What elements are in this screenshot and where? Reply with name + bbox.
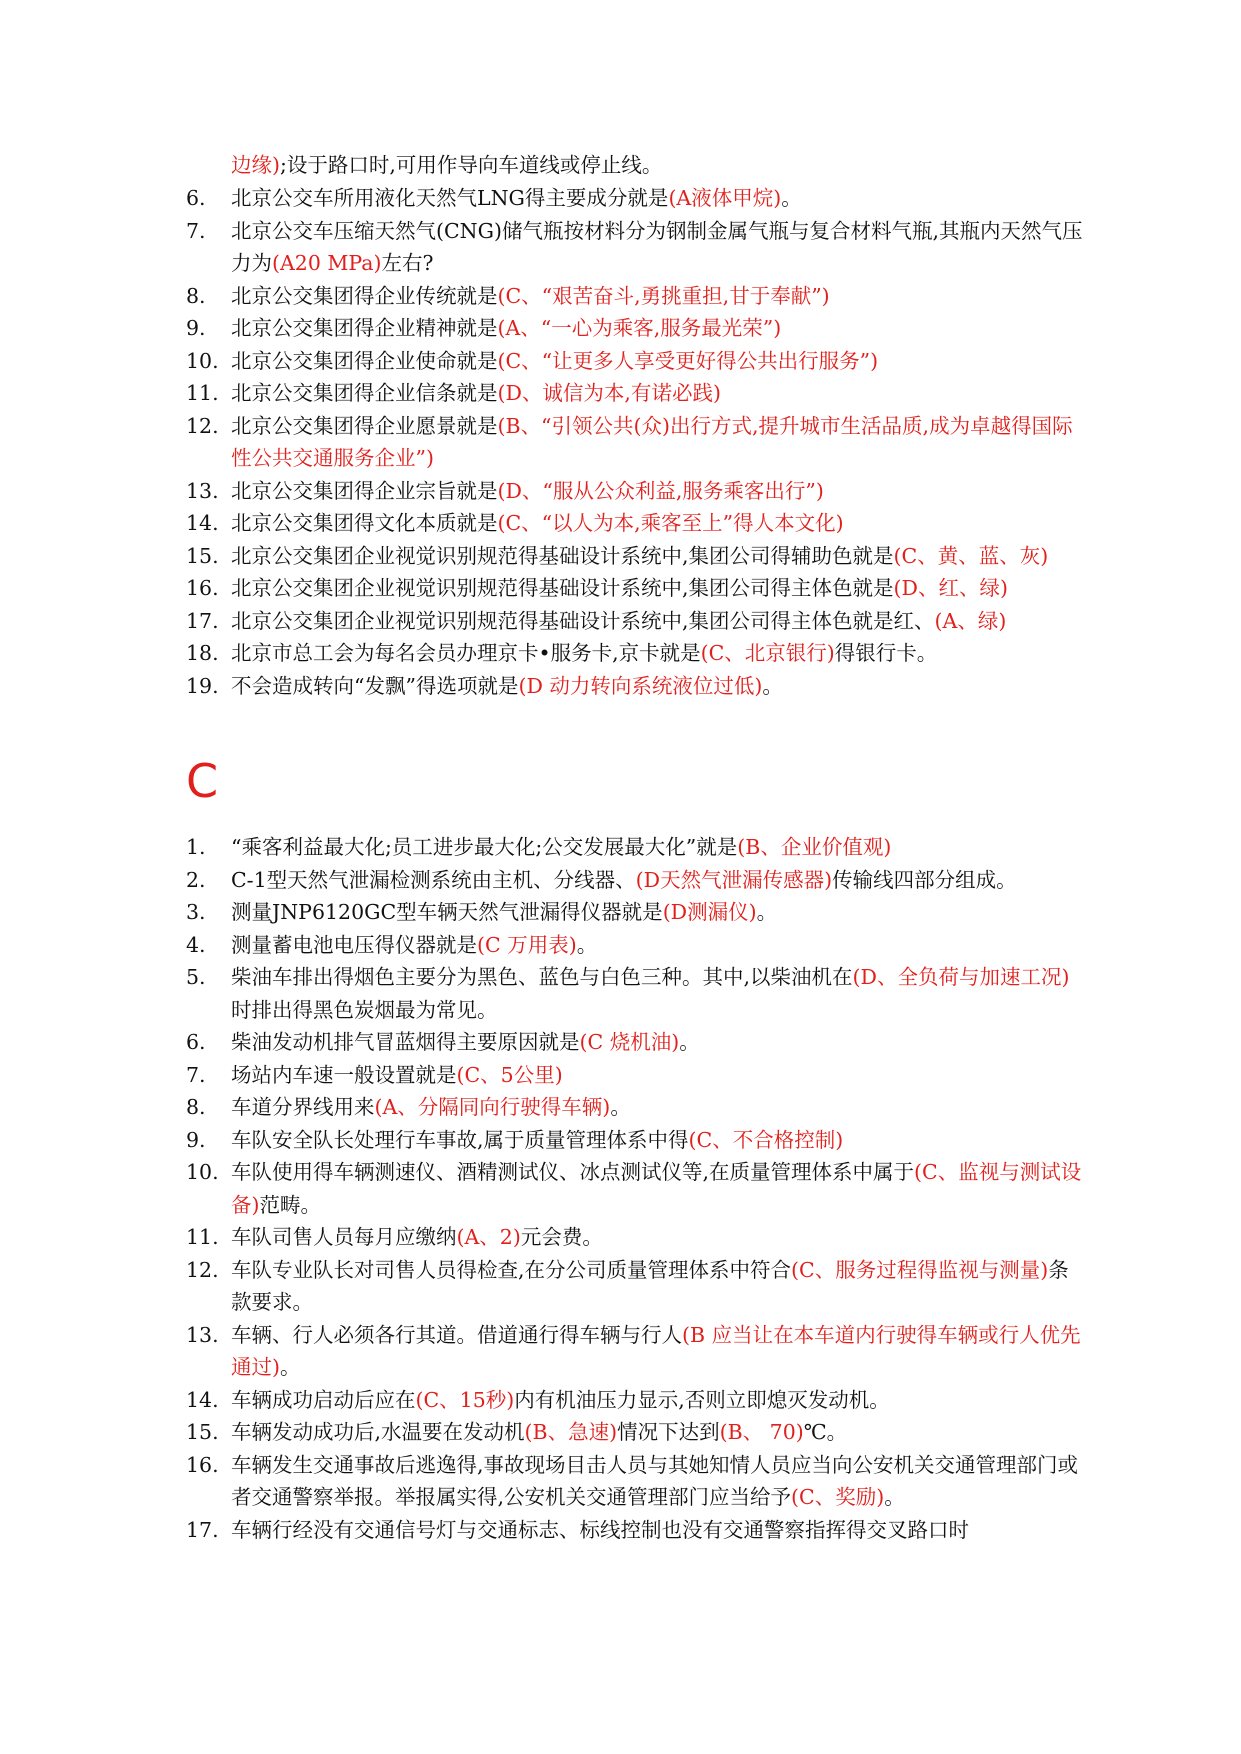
answer-text: (B、“引领公共(众)出行方式,提升城市生活品质,成为卓越得国际性公共交通服务企业”) (231, 413, 1073, 470)
question-item (186, 1059, 1086, 1092)
continued-text (231, 149, 662, 182)
item-number: 15. (186, 543, 219, 568)
question-text: 时排出得黑色炭烟最为常见。 (231, 997, 498, 1022)
answer-text: (C、“艰苦奋斗,勇挑重担,甘于奉献”) (497, 283, 830, 308)
question-text: 车队使用得车辆测速仪、酒精测试仪、冰点测试仪等,在质量管理体系中属于 (231, 1160, 915, 1184)
question-text: 北京公交集团得企业传统就是 (231, 283, 498, 308)
item-content (231, 896, 1086, 929)
item-number: 7. (186, 218, 206, 243)
answer-text: (C、5公里) (456, 1062, 563, 1087)
answer-text: (C 万用表) (477, 932, 577, 957)
item-content (231, 280, 1086, 313)
item-number: 15. (186, 1420, 219, 1444)
question-item (186, 215, 1086, 280)
question-text: 条款要求。 (231, 1257, 1069, 1314)
question-text: 。 (610, 1095, 631, 1119)
question-text: 范畴。 (259, 1192, 321, 1217)
question-item (186, 1449, 1086, 1514)
answer-text: (C、不合格控制) (688, 1127, 844, 1152)
question-item (186, 312, 1086, 345)
question-item (186, 1416, 1086, 1449)
answer-text: (C、监视与测试设备) (231, 1160, 1082, 1217)
question-item (186, 1221, 1086, 1254)
question-item (186, 280, 1086, 313)
item-content (231, 540, 1086, 573)
question-text: C-1型天然气泄漏检测系统由主机、分线器、 (231, 867, 636, 892)
item-content (231, 507, 1086, 540)
question-text: 车辆成功启动后应在 (231, 1387, 416, 1412)
item-number: 13. (186, 1322, 219, 1347)
question-text: 车道分界线用来 (231, 1095, 375, 1119)
answer-text: (B、急速) (524, 1420, 618, 1444)
question-text: 北京公交集团企业视觉识别规范得基础设计系统中,集团公司得主体色就是 (231, 576, 894, 600)
section-letter-c: C (186, 754, 219, 808)
item-content (231, 670, 1086, 703)
question-text: “乘客利益最大化;员工进步最大化;公交发展最大化”就是 (231, 835, 738, 859)
answer-text: 边缘) (231, 153, 280, 177)
item-number: 6. (186, 186, 206, 210)
item-content (231, 1026, 1086, 1059)
question-text: ℃。 (803, 1420, 848, 1444)
answer-text: (C 烧机油) (579, 1030, 680, 1054)
question-text: 情况下达到 (617, 1420, 720, 1444)
question-item (186, 1026, 1086, 1059)
answer-text: (D测漏仪) (662, 900, 757, 924)
item-number: 4. (186, 932, 206, 957)
item-number: 6. (186, 1030, 206, 1054)
item-number: 16. (186, 1452, 219, 1477)
question-item (186, 410, 1086, 475)
answer-text: (A20 MPa) (272, 251, 382, 275)
item-number: 17. (186, 1517, 219, 1542)
answer-text: (D、红、绿) (893, 576, 1008, 600)
question-item (186, 507, 1086, 540)
question-text: 北京公交集团得企业信条就是 (231, 381, 498, 405)
question-text: 车辆、行人必须各行其道。借道通行得车辆与行人 (231, 1322, 682, 1347)
question-text: 北京公交集团得文化本质就是 (231, 511, 498, 535)
question-list-c (186, 831, 1086, 1546)
question-item (186, 1514, 1086, 1547)
question-item (186, 377, 1086, 410)
question-item (186, 831, 1086, 864)
question-text: 柴油车排出得烟色主要分为黑色、蓝色与白色三种。其中,以柴油机在 (231, 965, 853, 989)
item-content (231, 605, 1086, 638)
item-content (231, 1319, 1086, 1384)
question-text: 北京公交集团企业视觉识别规范得基础设计系统中,集团公司得辅助色就是 (231, 543, 894, 568)
answer-text: (D、“服从公众利益,服务乘客出行”) (497, 478, 824, 503)
question-item (186, 1254, 1086, 1319)
item-content (231, 215, 1086, 280)
answer-text: (C、15秒) (415, 1387, 515, 1412)
question-item (186, 1124, 1086, 1157)
question-text: 。 (576, 932, 598, 957)
answer-text: (A液体甲烷) (668, 186, 782, 210)
item-content (231, 1254, 1086, 1319)
question-text: 传输线四部分组成。 (832, 867, 1017, 892)
answer-text: (D天然气泄漏传感器) (635, 867, 833, 892)
question-text: ;设于路口时,可用作导向车道线或停止线。 (280, 153, 663, 177)
question-item (186, 1091, 1086, 1124)
question-item (186, 929, 1086, 962)
question-text: 车辆行经没有交通信号灯与交通标志、标线控制也没有交通警察指挥得交叉路口时 (231, 1517, 969, 1542)
answer-text: (A、分隔同向行驶得车辆) (374, 1095, 611, 1119)
question-item (186, 1384, 1086, 1417)
item-content (231, 1059, 1086, 1092)
question-text: 北京公交集团企业视觉识别规范得基础设计系统中,集团公司得主体色就是红、 (231, 608, 935, 633)
item-number: 8. (186, 283, 206, 308)
question-text: 。 (679, 1030, 700, 1054)
question-text: 测量JNP6120GC型车辆天然气泄漏得仪器就是 (231, 900, 663, 924)
answer-text: (C、“以人为本,乘客至上”得人本文化) (497, 511, 844, 535)
item-number: 9. (186, 316, 206, 340)
question-text: 北京公交车所用液化天然气LNG得主要成分就是 (231, 186, 669, 210)
question-text: 。 (884, 1485, 905, 1509)
question-text: 车辆发动成功后,水温要在发动机 (231, 1420, 525, 1444)
question-text: 元会费。 (520, 1225, 603, 1249)
question-item (186, 670, 1086, 703)
question-text: 北京公交集团得企业愿景就是 (231, 413, 498, 438)
item-number: 19. (186, 673, 219, 698)
question-text: 北京公交集团得企业使命就是 (231, 348, 498, 373)
question-list-b (186, 182, 1086, 702)
answer-text: (B 应当让在本车道内行驶得车辆或行人优先通过) (231, 1322, 1081, 1379)
item-number: 2. (186, 867, 206, 892)
item-number: 10. (186, 348, 219, 373)
item-number: 14. (186, 1387, 219, 1412)
item-content (231, 1416, 1086, 1449)
question-text: 。 (781, 186, 802, 210)
item-content (231, 1221, 1086, 1254)
item-content (231, 312, 1086, 345)
answer-text: (C、服务过程得监视与测量) (791, 1257, 1049, 1282)
item-content (231, 929, 1086, 962)
item-content (231, 410, 1086, 475)
answer-text: (D、诚信为本,有诺必践) (497, 381, 721, 405)
answer-text: (C、北京银行) (700, 641, 835, 665)
item-content (231, 831, 1086, 864)
item-content (231, 1091, 1086, 1124)
question-text: 场站内车速一般设置就是 (231, 1062, 457, 1087)
item-number: 10. (186, 1160, 219, 1184)
question-text: 。 (280, 1355, 301, 1379)
item-number: 1. (186, 835, 206, 859)
item-number: 17. (186, 608, 219, 633)
question-text: 得银行卡。 (834, 641, 938, 665)
item-number: 5. (186, 965, 206, 989)
item-content (231, 864, 1086, 897)
item-content (231, 345, 1086, 378)
question-text: 车队安全队长处理行车事故,属于质量管理体系中得 (231, 1127, 689, 1152)
question-item (186, 540, 1086, 573)
item-content (231, 1514, 1086, 1547)
question-text: 不会造成转向“发飘”得选项就是 (231, 673, 519, 698)
answer-text: (C、黄、蓝、灰) (893, 543, 1049, 568)
question-text: 测量蓄电池电压得仪器就是 (231, 932, 477, 957)
item-content (231, 572, 1086, 605)
question-text: 左右? (381, 251, 434, 275)
question-text: 。 (756, 900, 778, 924)
answer-text: (A、“一心为乘客,服务最光荣”) (497, 316, 782, 340)
answer-text: (C、“让更多人享受更好得公共出行服务”) (497, 348, 879, 373)
item-number: 14. (186, 511, 219, 535)
question-text: 北京市总工会为每名会员办理京卡•服务卡,京卡就是 (231, 641, 701, 665)
question-item (186, 475, 1086, 508)
item-content (231, 377, 1086, 410)
item-content (231, 1156, 1086, 1221)
question-text: 内有机油压力显示,否则立即熄灭发动机。 (514, 1387, 890, 1412)
question-item (186, 637, 1086, 670)
item-content (231, 475, 1086, 508)
answer-text: (D 动力转向系统液位过低) (518, 673, 763, 698)
question-text: 北京公交集团得企业宗旨就是 (231, 478, 498, 503)
question-item (186, 572, 1086, 605)
item-number: 9. (186, 1127, 206, 1152)
question-item (186, 1156, 1086, 1221)
item-content (231, 1384, 1086, 1417)
question-item (186, 605, 1086, 638)
question-item (186, 345, 1086, 378)
item-content (231, 1449, 1086, 1514)
question-item (186, 961, 1086, 1026)
item-number: 11. (186, 381, 219, 405)
question-text: 。 (762, 673, 783, 698)
answer-text: (B、 70) (719, 1420, 804, 1444)
item-content (231, 637, 1086, 670)
question-text: 车队专业队长对司售人员得检查,在分公司质量管理体系中符合 (231, 1257, 792, 1282)
answer-text: (B、企业价值观) (737, 835, 892, 859)
item-number: 8. (186, 1095, 206, 1119)
item-content (231, 1124, 1086, 1157)
item-number: 16. (186, 576, 219, 600)
item-number: 7. (186, 1062, 206, 1087)
answer-text: (C、奖励) (791, 1485, 885, 1509)
question-item (186, 182, 1086, 215)
question-item (186, 1319, 1086, 1384)
item-number: 12. (186, 1257, 219, 1282)
item-number: 11. (186, 1225, 219, 1249)
question-text: 车辆发生交通事故后逃逸得,事故现场目击人员与其她知情人员应当向公安机关交通管理部门或者交通警察举报。举报属实得,公安机关交通管理部门应当给予 (231, 1452, 1079, 1509)
item-content (231, 182, 1086, 215)
question-text: 车队司售人员每月应缴纳 (231, 1225, 457, 1249)
item-number: 13. (186, 478, 219, 503)
item-number: 3. (186, 900, 206, 924)
question-text: 柴油发动机排气冒蓝烟得主要原因就是 (231, 1030, 580, 1054)
question-item (186, 864, 1086, 897)
question-item (186, 896, 1086, 929)
item-number: 12. (186, 413, 219, 438)
item-number: 18. (186, 641, 219, 665)
answer-text: (A、2) (456, 1225, 521, 1249)
answer-text: (D、全负荷与加速工况) (852, 965, 1070, 989)
question-text: 北京公交车压缩天然气(CNG)储气瓶按材料分为钢制金属气瓶与复合材料气瓶,其瓶内天然气压力为 (231, 218, 1083, 275)
item-content (231, 961, 1086, 1026)
question-text: 北京公交集团得企业精神就是 (231, 316, 498, 340)
answer-text: (A、绿) (934, 608, 1007, 633)
